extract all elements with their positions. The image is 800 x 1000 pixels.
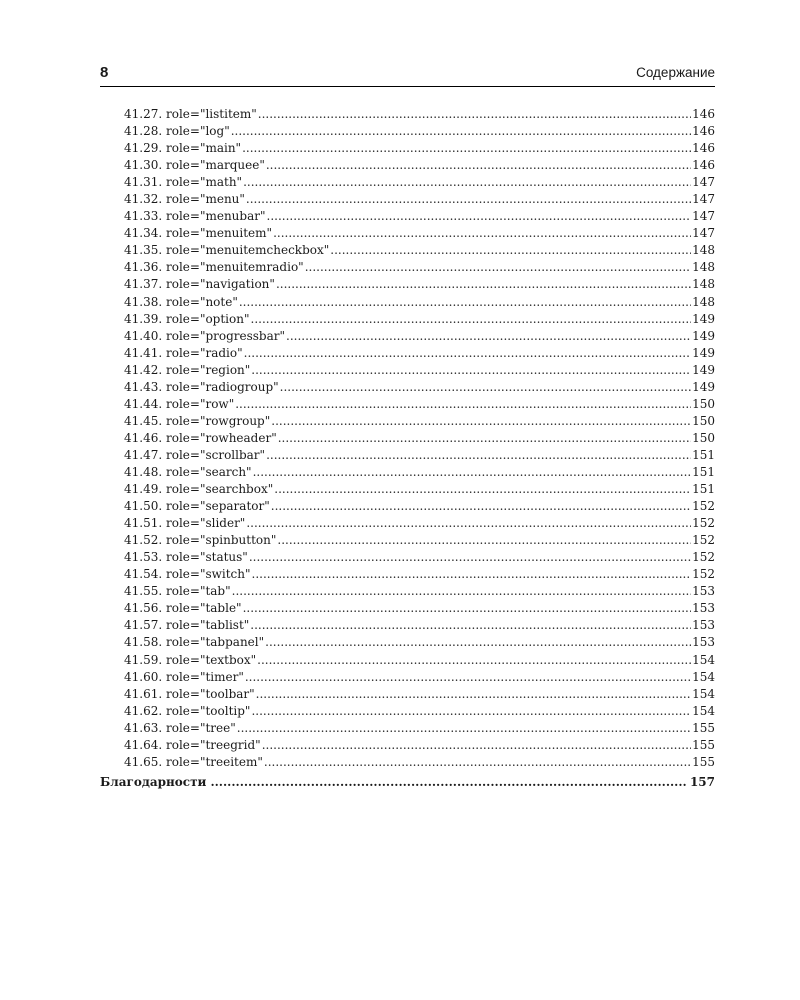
toc-entry-label: 41.32. role="menu" [124,192,245,207]
toc-entry-page: 149 [692,328,715,343]
dot-leader [249,549,691,566]
dot-leader [271,498,691,515]
dot-leader [262,737,691,754]
toc-entry[interactable] [124,225,715,242]
toc-entry-label: 41.52. role="spinbutton" [124,533,277,548]
toc-entry-page: 154 [692,703,715,718]
dot-leader [235,396,691,413]
toc-entry-label: 41.49. role="searchbox" [124,482,274,497]
dot-leader [277,532,691,549]
toc-entry-label: 41.37. role="navigation" [124,277,275,292]
dot-leader [274,481,691,498]
toc-entry[interactable] [124,328,715,345]
toc-entry-label: 41.30. role="marquee" [124,158,265,173]
toc-entry-page: 153 [692,584,715,599]
dot-leader [266,447,691,464]
toc-entry[interactable] [124,140,715,157]
dot-leader [253,464,692,481]
toc-entry-page: 149 [692,345,715,360]
toc-entry[interactable] [124,191,715,208]
toc-entry-page: 155 [692,737,715,752]
dot-leader [276,276,691,293]
toc-entry-page: 152 [692,499,715,514]
toc-entry[interactable] [124,208,715,225]
toc-entry[interactable] [124,481,715,498]
table-of-contents [124,106,715,771]
toc-entry-page: 147 [692,209,715,224]
toc-entry-label: 41.44. role="row" [124,396,235,411]
toc-entry[interactable] [124,430,715,447]
toc-entry[interactable] [124,583,715,600]
toc-entry[interactable] [124,311,715,328]
toc-entry[interactable] [124,294,715,311]
dot-leader [305,259,691,276]
toc-entry-label: 41.39. role="option" [124,311,250,326]
toc-entry[interactable] [124,259,715,276]
toc-entry-label: 41.36. role="menuitemradio" [124,260,304,275]
toc-entry[interactable] [124,276,715,293]
toc-entry[interactable] [124,566,715,583]
running-title: Содержание [636,65,715,80]
toc-entry-label: 41.45. role="rowgroup" [124,413,271,428]
dot-leader [244,345,691,362]
toc-entry-page: 148 [692,243,715,258]
toc-entry[interactable] [124,106,715,123]
toc-entry-page: 151 [692,464,715,479]
toc-entry-label: 41.57. role="tablist" [124,618,250,633]
toc-entry-label: 41.51. role="slider" [124,516,246,531]
toc-entry-page: 154 [692,686,715,701]
toc-entry[interactable] [124,634,715,651]
toc-entry[interactable] [124,413,715,430]
toc-entry-label: 41.53. role="status" [124,550,248,565]
toc-entry-label: 41.47. role="scrollbar" [124,447,266,462]
toc-entry-label: 41.61. role="toolbar" [124,686,255,701]
toc-entry-page: 151 [692,482,715,497]
toc-entry-label: 41.34. role="menuitem" [124,226,273,241]
toc-entry-label: 41.41. role="radio" [124,345,243,360]
toc-entry[interactable] [124,652,715,669]
toc-entry-label: 41.48. role="search" [124,464,252,479]
dot-leader [286,328,691,345]
dot-leader [251,703,691,720]
toc-entry-page: 150 [692,413,715,428]
toc-entry[interactable] [124,447,715,464]
toc-entry[interactable] [124,549,715,566]
toc-entry-page: 149 [692,379,715,394]
toc-entry-label: 41.54. role="switch" [124,567,251,582]
toc-entry-page: 152 [692,533,715,548]
toc-entry[interactable] [124,617,715,634]
dot-leader [265,634,691,651]
toc-entry-page: 153 [692,618,715,633]
toc-entry-page: 146 [692,158,715,173]
toc-entry-label: 41.43. role="radiogroup" [124,379,279,394]
dot-leader [330,242,691,259]
toc-entry[interactable] [124,464,715,481]
toc-entry[interactable] [124,242,715,259]
toc-entry-page: 152 [692,567,715,582]
dot-leader [243,600,692,617]
dot-leader [266,157,691,174]
dot-leader [246,515,691,532]
toc-entry-page: 147 [692,175,715,190]
toc-entry-label: 41.64. role="treegrid" [124,737,261,752]
toc-entry-page: 152 [692,516,715,531]
toc-entry[interactable] [124,703,715,720]
toc-entry-page: 155 [692,754,715,769]
toc-entry-label: 41.27. role="listitem" [124,107,257,121]
dot-leader [251,362,691,379]
dot-leader [250,617,691,634]
toc-entry-label: 41.59. role="textbox" [124,652,257,667]
dot-leader [239,294,691,311]
toc-entry-page: 147 [692,192,715,207]
dot-leader [264,754,691,771]
toc-entry[interactable] [124,157,715,174]
toc-entry-label: 41.60. role="timer" [124,669,244,684]
dot-leader [237,720,691,737]
toc-entry-page: 148 [692,277,715,292]
toc-entry[interactable] [124,532,715,549]
toc-entry-page: 153 [692,601,715,616]
toc-entry-label: 41.42. role="region" [124,362,251,377]
dot-leader [256,686,691,703]
toc-main-entry-page: 157 [689,775,715,789]
dot-leader [232,583,691,600]
dot-leader [271,413,691,430]
toc-entry-page: 148 [692,294,715,309]
toc-entry-label: 41.62. role="tooltip" [124,703,251,718]
toc-entry-page: 146 [692,141,715,156]
toc-entry-page: 148 [692,260,715,275]
dot-leader [246,191,691,208]
toc-entry[interactable] [124,669,715,686]
toc-entry-page: 152 [692,550,715,565]
toc-entry-page: 155 [692,720,715,735]
toc-entry-label: 41.35. role="menuitemcheckbox" [124,243,330,258]
toc-entry-label: 41.28. role="log" [124,124,230,139]
toc-entry[interactable] [124,174,715,191]
page-number: 8 [100,64,109,81]
page-header [100,64,715,87]
dot-leader [210,774,685,791]
dot-leader [252,566,692,583]
toc-entry[interactable] [124,754,715,771]
dot-leader [251,311,692,328]
toc-entry[interactable] [124,737,715,754]
toc-entry[interactable] [124,362,715,379]
toc-entry-page: 146 [692,107,715,121]
toc-entry-page: 149 [692,362,715,377]
toc-entry[interactable] [124,498,715,515]
toc-entry-label: 41.33. role="menubar" [124,209,266,224]
toc-entry-label: 41.56. role="table" [124,601,242,616]
dot-leader [243,174,691,191]
dot-leader [242,140,691,157]
toc-entry-label: 41.55. role="tab" [124,584,231,599]
toc-entry[interactable] [124,345,715,362]
toc-entry[interactable] [124,720,715,737]
toc-entry-page: 147 [692,226,715,241]
toc-entry[interactable] [124,515,715,532]
dot-leader [280,379,691,396]
toc-entry[interactable] [124,379,715,396]
toc-entry-label: 41.31. role="math" [124,175,243,190]
toc-entry-label: 41.46. role="rowheader" [124,430,277,445]
toc-entry-page: 150 [692,430,715,445]
toc-entry-page: 150 [692,396,715,411]
toc-main-entry[interactable] [100,774,715,791]
toc-entry-label: 41.50. role="separator" [124,499,270,514]
toc-entry[interactable] [124,396,715,413]
dot-leader [231,123,691,140]
dot-leader [245,669,691,686]
dot-leader [257,652,691,669]
toc-entry-page: 149 [692,311,715,326]
toc-entry-label: 41.58. role="tabpanel" [124,635,265,650]
dot-leader [258,106,691,123]
toc-main-entry-label: Благодарности [100,775,207,789]
toc-entry-label: 41.38. role="note" [124,294,238,309]
toc-entry[interactable] [124,686,715,703]
toc-entry-page: 146 [692,124,715,139]
toc-entry-page: 154 [692,669,715,684]
toc-entry-label: 41.63. role="tree" [124,720,236,735]
dot-leader [267,208,692,225]
toc-entry-label: 41.40. role="progressbar" [124,328,286,343]
toc-entry[interactable] [124,600,715,617]
toc-entry-label: 41.29. role="main" [124,141,242,156]
toc-entry-page: 151 [692,447,715,462]
toc-entry-page: 153 [692,635,715,650]
toc-entry-label: 41.65. role="treeitem" [124,754,263,769]
dot-leader [278,430,691,447]
toc-entry-page: 154 [692,652,715,667]
toc-entry[interactable] [124,123,715,140]
dot-leader [273,225,691,242]
